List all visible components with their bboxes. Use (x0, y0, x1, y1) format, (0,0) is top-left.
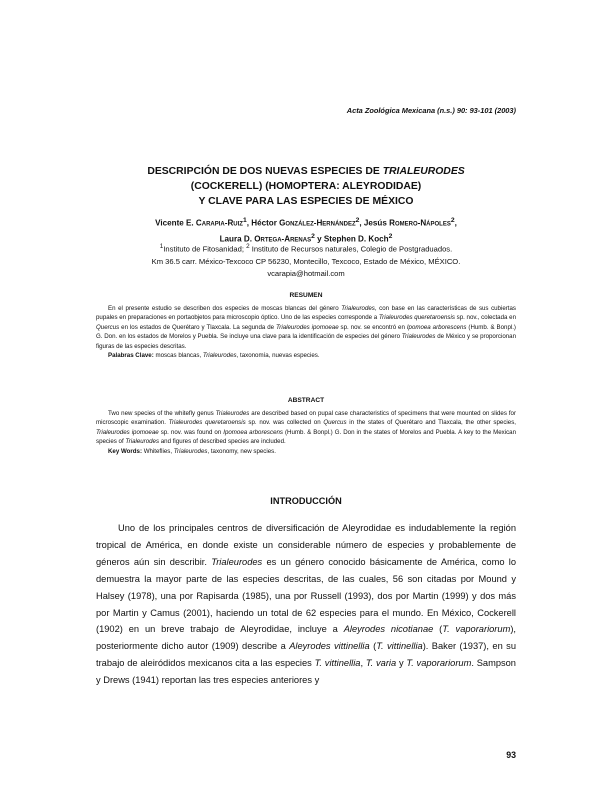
affil-mark: 2 (246, 243, 250, 250)
author-surname: González-Hernández (279, 218, 356, 228)
author-email: vcarapia@hotmail.com (267, 269, 345, 279)
abstract-heading: ABSTRACT (287, 397, 325, 404)
author-affil-mark: 2 (311, 232, 315, 240)
author-surname: Romero-Nápoles (389, 218, 451, 228)
abstract-paragraph: Two new species of the whitefly genus Trialeurodes are described based on pupal case characteristics of specimens that were mounted on slides for microscopic examination. Trialeurodes queretaroensis sp. nov. was collected on Quercus in the states of Querétaro and Tlaxcala, the other species, Trialeurodes ipomoeae sp. nov. was found on Ipomoea arborescens (Humb. & Bonpl.) G. Don in the states of Morelos and Puebla. A key to the Mexican species of Trialeurodes and figures of described species are included. (96, 410, 516, 446)
abstract-keywords: Key Words: Whiteflies, Trialeurodes, taxonomy, new species. (108, 447, 276, 455)
article-title (100, 164, 512, 209)
author-given: y Stephen D. (314, 234, 369, 244)
affil-institute: Instituto de Recursos naturales, Colegio de Postgraduados. (249, 244, 453, 254)
title-genus: TRIALEURODES (382, 166, 465, 177)
resumen-body (96, 304, 516, 360)
abstract-body (96, 409, 516, 456)
affil-institute: Instituto de Fitosanidad; (163, 244, 247, 254)
author-line-1: Vicente E. Carapia-Ruiz$^1$, Héctor González-Hernández$^2$, Jesús Romero-Nápoles$^2$, (155, 217, 457, 228)
resumen-heading: RESUMEN (289, 292, 323, 299)
resumen-keywords: Palabras Clave: moscas blancas, Trialeurodes, taxonomía, nuevas especies. (108, 352, 320, 360)
author-surname: Koch (368, 234, 389, 244)
title-line-1 (100, 164, 512, 179)
introduccion-body (96, 520, 516, 689)
affiliation-address: Km 36.5 carr. México-Texcoco CP 56230, Montecillo, Texcoco, Estado de México, MÉXICO. (151, 256, 461, 266)
affil-mark: 1 (159, 243, 164, 250)
introduccion-heading: INTRODUCCIÓN (270, 496, 342, 506)
affiliation-institutes (96, 241, 516, 256)
author-affil-mark: 2 (388, 232, 393, 240)
author-given: , Héctor (246, 218, 280, 228)
author-surname: Ortega-Arenas (254, 234, 312, 244)
resumen-paragraph: En el presente estudio se describen dos especies de moscas blancas del género Trialeurodes, con base en las características de sus cubiertas pupales en preparaciones en portaobjetos para microscopio óptico. Uno de las especies corresponde a Trialeurodes queretaroensis sp. nov., colectada en Quercus en los estados de Querétaro y Tlaxcala. La segunda de Trialeurodes ipomoeae sp. nov. se encontró en Ipomoea arborescens (Humb. & Bonpl.) G. Don. en los estados de Morelos y Puebla. Se incluye una clave para la identificación de especies del género Trialeurodes de México y se proporcionan figuras de las especies descritas. (96, 305, 516, 350)
author-given: , Jesús (359, 218, 390, 228)
page-number: 93 (506, 750, 516, 760)
author-given: Vicente E. (155, 218, 196, 228)
author-affil-mark: 2 (450, 217, 455, 224)
author-given: Laura D. (219, 234, 255, 244)
affiliation-block (96, 241, 516, 281)
journal-citation: Acta Zoológica Mexicana (n.s.) 90: 93-101 (2003) (346, 106, 516, 115)
title-text: DESCRIPCIÓN DE DOS NUEVAS ESPECIES DE (147, 166, 383, 177)
author-affil-mark: 2 (355, 217, 360, 224)
title-line-3: Y CLAVE PARA LAS ESPECIES DE MÉXICO (198, 196, 414, 207)
title-line-2: (COCKERELL) (HOMOPTERA: ALEYRODIDAE) (190, 181, 422, 192)
author-affil-mark: 1 (242, 217, 247, 224)
introduccion-paragraph: Uno de los principales centros de diversificación de Aleyrodidae es indudablemente la región tropical de América, en donde existe un considerable número de especies y probablemente de géneros aún sin describir. Trialeurodes es un género conocido básicamente de América, como lo demuestra la mayor parte de las especies descritas, de las cuales, 56 son citadas por Mound y Halsey (1978), una por Rapisarda (1985), una por Russell (1993), dos por Martin (1999) y dos más por Martin y Camus (2001), haciendo un total de 62 especies para el mundo. En México, Cockerell (1902) en un breve trabajo de Aleyrodidae, incluye a Aleyrodes nicotianae (T. vaporariorum), posteriormente dicho autor (1909) describe a Aleyrodes vittinellia (T. vittinellia). Baker (1937), en su trabajo de aleiródidos mexicanos cita a las especies T. vittinellia, T. varia y T. vaporariorum. Sampson y Drews (1941) reportan las tres especies anteriores y (96, 523, 517, 686)
author-surname: Carapia-Ruiz (195, 218, 243, 228)
